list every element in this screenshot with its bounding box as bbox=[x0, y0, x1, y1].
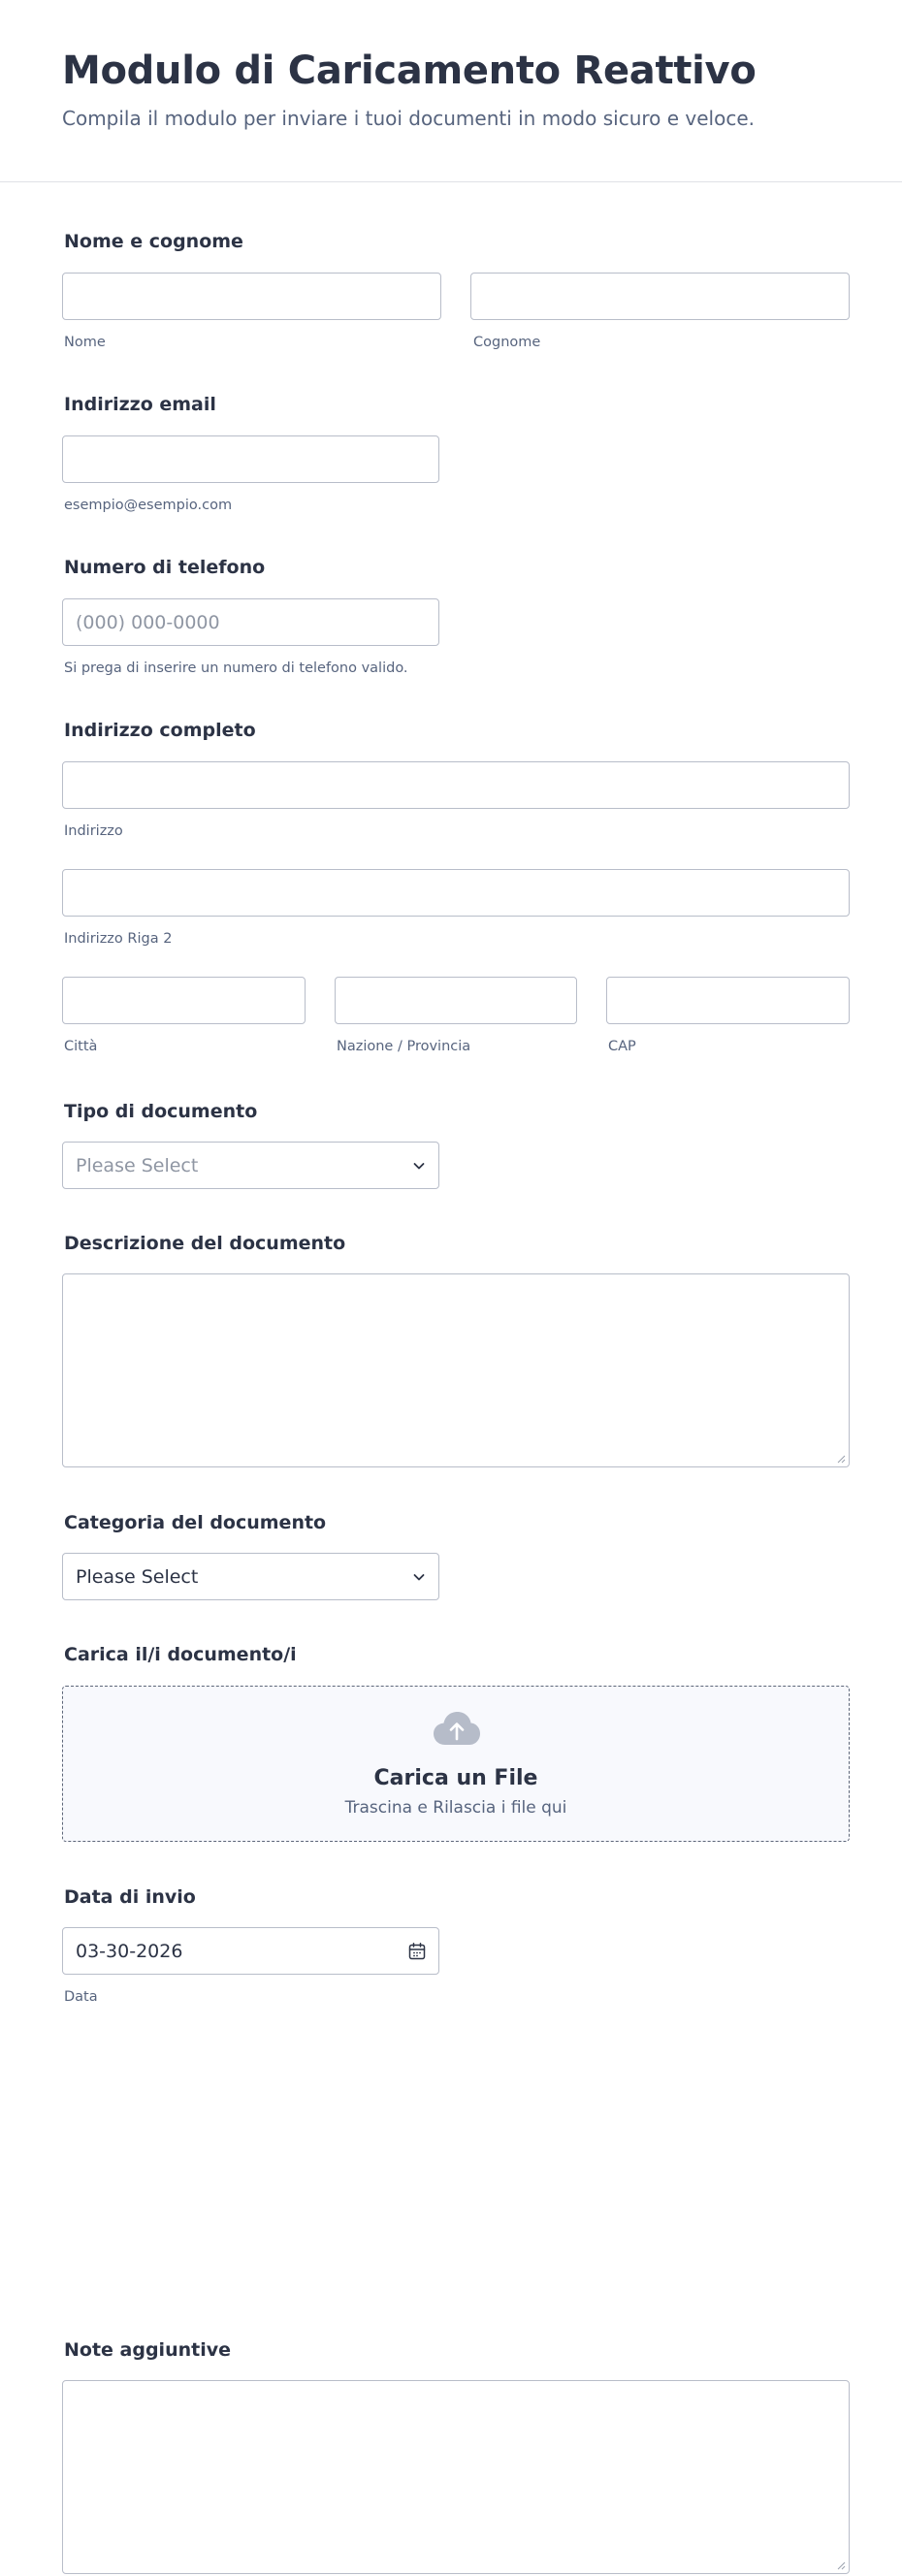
last-name-sublabel: Cognome bbox=[473, 335, 541, 350]
document-description-textarea[interactable] bbox=[62, 1273, 850, 1467]
first-name-sublabel: Nome bbox=[64, 335, 106, 350]
notes-label: Note aggiuntive bbox=[64, 2339, 231, 2361]
notes-textarea[interactable] bbox=[62, 2380, 850, 2574]
upload-title: Carica un File bbox=[373, 1766, 538, 1790]
upload-hint: Trascina e Rilascia i file qui bbox=[344, 1798, 567, 1818]
email-sublabel: esempio@esempio.com bbox=[64, 498, 233, 513]
document-type-select[interactable] bbox=[62, 1142, 439, 1189]
document-category-selected-value: Please Select bbox=[76, 1565, 199, 1588]
submission-date-sublabel: Data bbox=[64, 1989, 98, 2005]
postal-code-input[interactable] bbox=[606, 977, 850, 1024]
document-description-label: Descrizione del documento bbox=[64, 1233, 346, 1254]
document-type-selected-value: Please Select bbox=[76, 1154, 199, 1176]
street-address-line2-input[interactable] bbox=[62, 869, 850, 917]
city-input[interactable] bbox=[62, 977, 306, 1024]
form-header bbox=[0, 0, 902, 182]
phone-sublabel: Si prega di inserire un numero di telefono valido. bbox=[64, 660, 408, 676]
street-address-input[interactable] bbox=[62, 761, 850, 809]
email-label: Indirizzo email bbox=[64, 394, 216, 415]
submission-date-value: 03-30-2026 bbox=[76, 1940, 183, 1962]
phone-input[interactable]: (000) 000-0000 bbox=[62, 598, 439, 646]
cloud-upload-icon bbox=[433, 1710, 481, 1747]
resize-grip-icon[interactable] bbox=[834, 1452, 846, 1464]
street-address-sublabel: Indirizzo bbox=[64, 823, 123, 839]
postal-code-sublabel: CAP bbox=[608, 1039, 636, 1054]
address-label: Indirizzo completo bbox=[64, 720, 256, 741]
document-category-select[interactable] bbox=[62, 1553, 439, 1600]
first-name-input[interactable] bbox=[62, 273, 441, 320]
file-upload-dropzone[interactable] bbox=[62, 1686, 850, 1842]
form-title: Modulo di Caricamento Reattivo bbox=[62, 48, 757, 93]
street-address-line2-sublabel: Indirizzo Riga 2 bbox=[64, 931, 173, 947]
last-name-input[interactable] bbox=[470, 273, 850, 320]
document-category-label: Categoria del documento bbox=[64, 1512, 327, 1533]
state-province-sublabel: Nazione / Provincia bbox=[337, 1039, 471, 1054]
submission-date-label: Data di invio bbox=[64, 1886, 196, 1908]
document-type-label: Tipo di documento bbox=[64, 1101, 258, 1122]
chevron-down-icon bbox=[411, 1569, 427, 1585]
full-name-label: Nome e cognome bbox=[64, 231, 243, 252]
state-province-input[interactable] bbox=[335, 977, 577, 1024]
resize-grip-icon[interactable] bbox=[834, 2559, 846, 2570]
chevron-down-icon bbox=[411, 1158, 427, 1174]
form-subtitle: Compila il modulo per inviare i tuoi documenti in modo sicuro e veloce. bbox=[62, 107, 756, 130]
email-input[interactable] bbox=[62, 435, 439, 483]
phone-label: Numero di telefono bbox=[64, 557, 266, 578]
city-sublabel: Città bbox=[64, 1039, 98, 1054]
upload-label: Carica il/i documento/i bbox=[64, 1644, 297, 1665]
calendar-icon[interactable] bbox=[407, 1942, 427, 1961]
submission-date-input[interactable] bbox=[62, 1927, 439, 1975]
